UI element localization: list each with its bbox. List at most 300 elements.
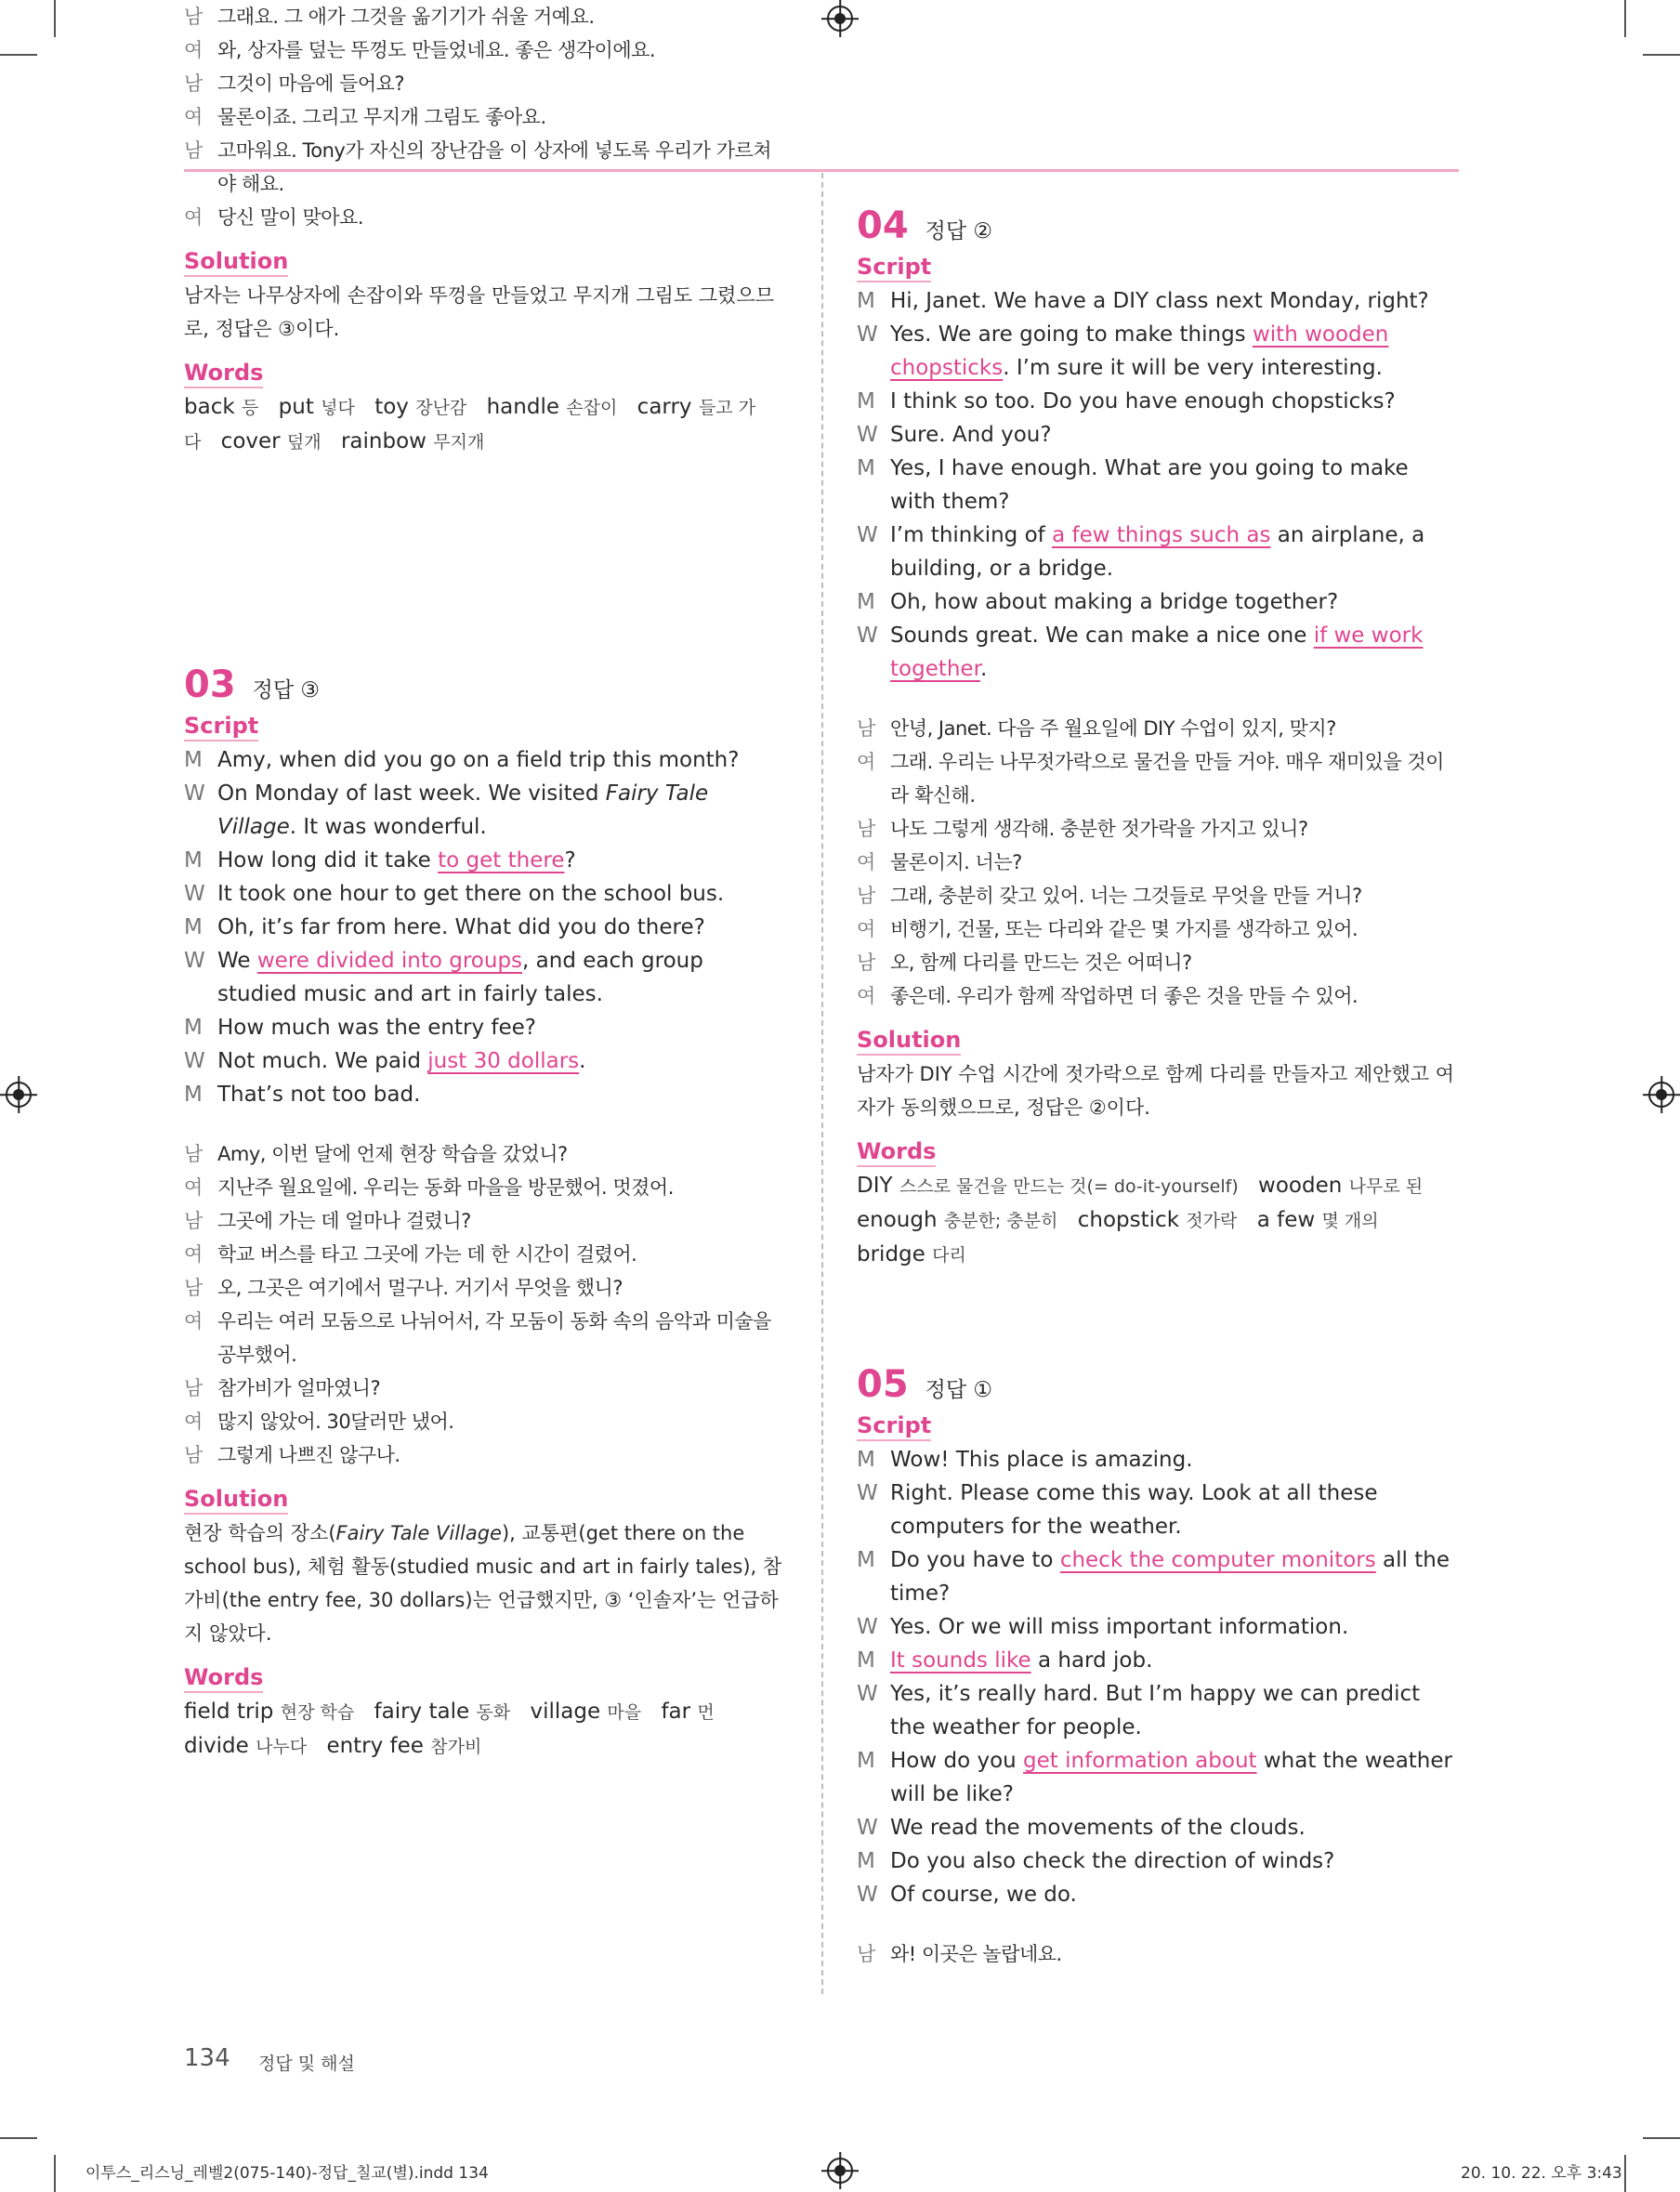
word-english: carry — [637, 395, 699, 419]
text-run: ), 교통편(get there on the school bus), 체험 활동(studied music and art in fairly tales), 참가비(the entry fee, 30 dollars)는 언급했지만, ③ ‘인솔자’는 언급하지 않았다. — [184, 1522, 782, 1645]
speaker-label: 여 — [184, 106, 203, 128]
dialogue-text — [890, 452, 1459, 518]
word-entry — [326, 1734, 481, 1758]
speaker-label: W — [857, 1883, 878, 1907]
registration-mark-icon — [827, 2158, 853, 2184]
speaker-label: 여 — [184, 1243, 203, 1266]
dialogue-line — [857, 1610, 1459, 1644]
speaker-label: M — [857, 389, 875, 413]
word-entry — [857, 1242, 966, 1267]
speaker-label: 남 — [184, 1277, 203, 1299]
dialogue-line — [857, 1644, 1459, 1677]
word-korean: 몇 개의 — [1321, 1211, 1379, 1231]
answer-label: 정답 ② — [925, 219, 993, 243]
column-divider — [821, 173, 823, 1994]
korean-dialogue — [184, 1137, 784, 1472]
dialogue-text: 당신 말이 맞아요. — [217, 206, 364, 229]
word-korean: 참가비 — [430, 1737, 482, 1757]
dialogue-text — [890, 1677, 1459, 1744]
speaker-label: W — [184, 949, 205, 973]
solution-text: 남자는 나무상자에 손잡이와 뚜껑을 만들었고 무지개 그림도 그렸으므로, 정답은 ③이다. — [184, 284, 775, 340]
dialogue-line — [857, 1937, 1459, 1971]
word-entry — [857, 1174, 1239, 1198]
dialogue-line — [857, 712, 1459, 745]
crop-mark — [54, 0, 56, 37]
words-list — [857, 1169, 1459, 1272]
speaker-label: W — [857, 1615, 878, 1639]
question-number: 03 — [184, 663, 236, 706]
dialogue-text: 그래. 우리는 나무젓가락으로 물건을 만들 거야. 매우 재미있을 것이라 확신해. — [890, 751, 1444, 807]
speaker-label: M — [857, 1448, 875, 1472]
dialogue-line — [184, 1271, 784, 1305]
left-top-dialogue — [184, 0, 784, 234]
text-run: 현장 학습의 장소( — [184, 1522, 336, 1544]
dialogue-text — [890, 619, 1459, 686]
italic-text: Fairy Tale Village — [335, 1522, 502, 1544]
speaker-label: M — [857, 1548, 875, 1572]
dialogue-text: 와, 상자를 덮는 뚜껑도 만들었네요. 좋은 생각이에요. — [217, 39, 656, 61]
word-korean: 먼 — [697, 1702, 715, 1723]
speaker-label: 남 — [857, 1943, 875, 1965]
dialogue-line — [857, 318, 1459, 385]
word-english: wooden — [1258, 1174, 1349, 1198]
dialogue-line — [184, 743, 784, 777]
speaker-label: 남 — [184, 1143, 203, 1165]
dialogue-text — [890, 1811, 1459, 1844]
speaker-label: W — [184, 882, 205, 906]
answer-label: 정답 ① — [925, 1378, 993, 1402]
text-run: How do you — [890, 1749, 1024, 1773]
question-header — [857, 1361, 1459, 1408]
text-run: , and each group studied music and art in fairly tales. — [217, 949, 703, 1006]
dialogue-text — [217, 944, 784, 1011]
dialogue-text: 물론이지. 너는? — [890, 851, 1022, 873]
solution-text: 남자가 DIY 수업 시간에 젓가락으로 함께 다리를 만들자고 제안했고 여자가 동의했으므로, 정답은 ②이다. — [857, 1063, 1454, 1119]
speaker-label: M — [857, 590, 875, 614]
text-run: Sure. And you? — [890, 423, 1052, 447]
dialogue-line — [857, 385, 1459, 418]
text-run: . It was wonderful. — [289, 815, 487, 839]
speaker-label: 여 — [857, 985, 875, 1007]
dialogue-text — [890, 284, 1459, 318]
dialogue-text — [890, 385, 1459, 418]
dialogue-line — [857, 912, 1459, 946]
dialogue-line — [184, 911, 784, 944]
word-korean: 등 — [241, 398, 259, 418]
speaker-label: W — [184, 1049, 205, 1073]
dialogue-text: 지난주 월요일에. 우리는 동화 마을을 방문했어. 멋졌어. — [217, 1176, 674, 1199]
dialogue-line — [184, 1372, 784, 1405]
word-english: divide — [184, 1734, 256, 1758]
speaker-label: 남 — [184, 6, 203, 28]
dialogue-line — [857, 946, 1459, 979]
dialogue-line — [184, 201, 784, 234]
text-run: Not much. We paid — [217, 1049, 428, 1073]
dialogue-line — [184, 1011, 784, 1044]
word-korean: 충분한; 충분히 — [943, 1211, 1058, 1231]
registration-mark-icon — [1648, 1082, 1674, 1108]
crop-mark — [1643, 54, 1680, 56]
dialogue-text — [217, 1078, 784, 1111]
text-run: Yes. Or we will miss important information. — [890, 1615, 1349, 1639]
word-entry — [221, 429, 322, 453]
dialogue-text — [217, 1011, 784, 1044]
dialogue-line — [184, 67, 784, 100]
dialogue-text: 물론이죠. 그리고 무지개 그림도 좋아요. — [217, 106, 546, 128]
text-run: We read the movements of the clouds. — [890, 1816, 1306, 1840]
dialogue-line — [184, 944, 784, 1011]
speaker-label: W — [857, 1682, 878, 1706]
word-korean: 들고 가다 — [184, 398, 755, 453]
word-english: rainbow — [340, 429, 434, 453]
dialogue-text: 안녕, Janet. 다음 주 월요일에 DIY 수업이 있지, 맞지? — [890, 717, 1336, 740]
dialogue-text: 학교 버스를 타고 그곳에 가는 데 한 시간이 걸렸어. — [217, 1243, 637, 1266]
word-english: cover — [220, 429, 287, 453]
dialogue-text: 와! 이곳은 놀랍네요. — [890, 1943, 1062, 1965]
speaker-label: W — [857, 1816, 878, 1840]
dialogue-line — [857, 1844, 1459, 1878]
dialogue-line — [857, 418, 1459, 452]
dialogue-line — [857, 518, 1459, 585]
dialogue-line — [184, 100, 784, 134]
word-entry — [374, 1700, 511, 1724]
dialogue-text: 오, 함께 다리를 만드는 것은 어떠니? — [890, 952, 1192, 974]
question-number: 05 — [857, 1363, 909, 1406]
solution-text — [184, 1516, 784, 1650]
dialogue-text: 오, 그곳은 여기에서 멀구나. 거기서 무엇을 했니? — [217, 1277, 623, 1299]
blank-answer: just 30 dollars — [427, 1049, 580, 1073]
blank-answer: were divided into groups — [256, 949, 523, 973]
text-run: Yes, I have enough. What are you going to make with them? — [890, 456, 1409, 514]
word-english: handle — [486, 395, 567, 419]
speaker-label: 남 — [184, 1210, 203, 1232]
registration-mark-icon — [6, 1082, 32, 1108]
dialogue-text — [217, 1044, 784, 1078]
blank-answer: get information about — [1023, 1749, 1257, 1773]
text-run: That’s not too bad. — [217, 1083, 421, 1107]
dialogue-line — [184, 777, 784, 844]
dialogue-text — [890, 1610, 1459, 1644]
speaker-label: W — [857, 1481, 878, 1505]
dialogue-text: 그래요. 그 애가 그것을 옮기기가 쉬울 거예요. — [217, 6, 595, 28]
registration-mark-icon — [827, 6, 853, 32]
script-dialogue — [184, 743, 784, 1111]
dialogue-line — [857, 619, 1459, 686]
text-run: Do you also check the direction of winds? — [890, 1849, 1335, 1873]
blank-answer: a few things such as — [1052, 523, 1271, 547]
dialogue-line — [857, 1543, 1459, 1610]
dialogue-line — [857, 1477, 1459, 1543]
dialogue-text: 좋은데. 우리가 함께 작업하면 더 좋은 것을 만들 수 있어. — [890, 985, 1358, 1007]
text-run: Yes, it’s really hard. But I’m happy we can predict the weather for people. — [890, 1682, 1421, 1739]
korean-dialogue — [857, 712, 1459, 1013]
page-number: 134 — [184, 2044, 230, 2072]
word-english: village — [530, 1700, 608, 1724]
dialogue-line — [857, 284, 1459, 318]
text-run: what the weather will be like? — [890, 1749, 1452, 1806]
speaker-label: 여 — [184, 1176, 203, 1199]
dialogue-line — [857, 745, 1459, 812]
words-list — [184, 1695, 784, 1764]
text-run: Wow! This place is amazing. — [890, 1448, 1193, 1472]
speaker-label: W — [184, 781, 205, 806]
words-label: Words — [184, 359, 263, 388]
word-entry — [1258, 1174, 1423, 1198]
speaker-label: 남 — [857, 952, 875, 974]
word-korean: 동화 — [476, 1702, 511, 1723]
dialogue-text: 그것이 마음에 들어요? — [217, 72, 405, 95]
text-run: It took one hour to get there on the school bus. — [217, 882, 725, 906]
text-run: We — [217, 949, 257, 973]
word-entry — [184, 1734, 307, 1758]
text-run: an airplane, a building, or a bridge. — [890, 523, 1425, 581]
speaker-label: M — [184, 1083, 203, 1107]
dialogue-line — [184, 1238, 784, 1271]
text-run: a hard job. — [1030, 1648, 1153, 1673]
word-english: far — [661, 1700, 698, 1724]
word-english: bridge — [857, 1242, 933, 1267]
dialogue-line — [857, 1677, 1459, 1744]
word-entry — [530, 1700, 641, 1724]
speaker-label: 여 — [184, 1411, 203, 1433]
dialogue-line — [857, 1744, 1459, 1811]
dialogue-line — [184, 1137, 784, 1171]
dialogue-text — [890, 318, 1459, 385]
speaker-label: W — [857, 322, 878, 347]
dialogue-line — [184, 1078, 784, 1111]
speaker-label: 남 — [184, 1444, 203, 1466]
text-run: Amy, when did you go on a field trip this month? — [217, 748, 740, 772]
word-english: DIY — [857, 1174, 899, 1198]
dialogue-text — [890, 1744, 1459, 1811]
word-english: entry fee — [326, 1734, 431, 1758]
crop-mark — [1624, 2155, 1626, 2192]
dialogue-text: 참가비가 얼마였니? — [217, 1377, 381, 1399]
blank-answer: check the computer monitors — [1059, 1548, 1376, 1572]
text-run: Do you have to — [890, 1548, 1060, 1572]
script-label: Script — [857, 1411, 931, 1441]
dialogue-line — [184, 1438, 784, 1472]
dialogue-text — [890, 1443, 1459, 1477]
word-entry — [487, 395, 618, 419]
text-run: . I’m sure it will be very interesting. — [1003, 356, 1383, 380]
dialogue-text: 그래, 충분히 갖고 있어. 너는 그것들로 무엇을 만들 거니? — [890, 885, 1362, 907]
text-run: How much was the entry fee? — [217, 1016, 536, 1040]
dialogue-line — [184, 1044, 784, 1078]
blank-answer: It sounds like — [890, 1648, 1031, 1673]
speaker-label: 남 — [184, 1377, 203, 1399]
speaker-label: 남 — [857, 885, 875, 907]
text-run: How long did it take — [217, 848, 439, 873]
speaker-label: M — [184, 915, 203, 939]
crop-mark — [1624, 0, 1626, 37]
left-column — [184, 0, 784, 1764]
text-run: Hi, Janet. We have a DIY class next Monday, right? — [890, 289, 1429, 313]
speaker-label: W — [857, 423, 878, 447]
dialogue-text: 그렇게 나쁘진 않구나. — [217, 1444, 400, 1466]
dialogue-text — [217, 844, 784, 877]
speaker-label: M — [857, 289, 875, 313]
word-english: fairy tale — [374, 1700, 477, 1724]
text-run: On Monday of last week. We visited — [217, 781, 606, 806]
speaker-label: M — [857, 456, 875, 480]
solution-label: Solution — [184, 1485, 288, 1515]
word-entry — [374, 395, 466, 419]
word-english: back — [184, 395, 242, 419]
blank-answer: to get there — [438, 848, 565, 873]
word-entry — [1257, 1208, 1379, 1232]
dialogue-line — [184, 844, 784, 877]
word-korean: 현장 학습 — [280, 1702, 355, 1723]
dialogue-text — [890, 585, 1459, 619]
dialogue-text — [890, 1477, 1459, 1543]
speaker-label: W — [857, 623, 878, 648]
text-run: Oh, how about making a bridge together? — [890, 590, 1339, 614]
word-korean: 나무로 된 — [1348, 1176, 1424, 1197]
korean-dialogue — [857, 1937, 1459, 1971]
dialogue-line — [184, 1171, 784, 1204]
speaker-label: 남 — [857, 717, 875, 740]
text-run: Of course, we do. — [890, 1883, 1077, 1907]
speaker-label: 남 — [184, 139, 203, 162]
speaker-label: 여 — [184, 1310, 203, 1332]
dialogue-line — [857, 1878, 1459, 1911]
word-korean: 나누다 — [256, 1737, 308, 1757]
dialogue-text: 고마워요. Tony가 자신의 장난감을 이 상자에 넣도록 우리가 가르쳐 야 해요. — [217, 139, 772, 195]
dialogue-line — [857, 1443, 1459, 1477]
dialogue-text — [890, 418, 1459, 452]
word-korean: 손잡이 — [566, 398, 618, 418]
dialogue-text — [890, 518, 1459, 585]
speaker-label: M — [857, 1648, 875, 1673]
dialogue-line — [184, 33, 784, 67]
text-run: ? — [564, 848, 576, 873]
text-run: Yes. We are going to make things — [890, 322, 1253, 347]
script-label: Script — [184, 712, 258, 742]
dialogue-line — [857, 879, 1459, 912]
dialogue-text: 비행기, 건물, 또는 다리와 같은 몇 가지를 생각하고 있어. — [890, 918, 1358, 940]
question-header — [857, 203, 1459, 249]
dialogue-line — [184, 877, 784, 911]
dialogue-line — [857, 452, 1459, 518]
word-english: a few — [1256, 1208, 1322, 1232]
speaker-label: M — [857, 1849, 875, 1873]
words-label: Words — [184, 1663, 263, 1693]
blank-answer: if we work together — [890, 623, 1424, 681]
text-run: Right. Please come this way. Look at all these computers for the weather. — [890, 1481, 1378, 1539]
crop-mark — [0, 54, 37, 56]
word-english: put — [278, 395, 322, 419]
speaker-label: M — [184, 848, 203, 873]
script-dialogue — [857, 284, 1459, 686]
crop-mark — [1643, 2137, 1680, 2139]
words-label: Words — [857, 1137, 936, 1167]
word-english: chopstick — [1077, 1208, 1187, 1232]
dialogue-line — [184, 1305, 784, 1372]
dialogue-text — [890, 1543, 1459, 1610]
right-column — [857, 203, 1459, 1971]
question-header — [184, 662, 784, 708]
text-run: Sounds great. We can make a nice one — [890, 623, 1314, 648]
dialogue-line — [857, 585, 1459, 619]
speaker-label: M — [857, 1749, 875, 1773]
script-dialogue — [857, 1443, 1459, 1911]
text-run: . — [979, 657, 988, 681]
word-entry — [184, 1700, 354, 1724]
word-entry — [661, 1700, 714, 1724]
speaker-label: 남 — [184, 72, 203, 95]
dialogue-text — [890, 1844, 1459, 1878]
speaker-label: 여 — [857, 851, 875, 873]
dialogue-line — [857, 812, 1459, 846]
text-run: Oh, it’s far from here. What did you do there? — [217, 915, 705, 939]
speaker-label: 여 — [857, 918, 875, 940]
print-slug-timestamp: 20. 10. 22. 오후 3:43 — [1461, 2164, 1622, 2183]
dialogue-text: Amy, 이번 달에 언제 현장 학습을 갔었니? — [217, 1143, 568, 1165]
solution-label: Solution — [857, 1026, 961, 1056]
dialogue-text — [217, 743, 784, 777]
italic-text: Fairy Tale Village — [217, 781, 709, 839]
dialogue-line — [184, 0, 784, 33]
dialogue-text — [217, 911, 784, 944]
word-korean: 덮개 — [286, 432, 322, 453]
speaker-label: 남 — [857, 818, 875, 840]
dialogue-text: 많지 않았어. 30달러만 냈어. — [217, 1411, 454, 1433]
dialogue-line — [857, 846, 1459, 879]
blank-answer: with wooden chopsticks — [890, 322, 1389, 380]
speaker-label: M — [184, 1016, 203, 1040]
text-run: I’m thinking of — [890, 523, 1053, 547]
word-entry — [857, 1208, 1057, 1232]
dialogue-text — [890, 1644, 1459, 1677]
speaker-label: M — [184, 748, 203, 772]
dialogue-text — [217, 777, 784, 844]
word-english: toy — [374, 395, 416, 419]
text-run: . — [579, 1049, 586, 1073]
word-korean: 장난감 — [415, 398, 467, 418]
dialogue-line — [857, 979, 1459, 1013]
word-korean: 넣다 — [321, 398, 355, 418]
speaker-label: 여 — [184, 39, 203, 61]
answer-label: 정답 ③ — [252, 678, 321, 702]
dialogue-line — [184, 1204, 784, 1238]
word-korean: 젓가락 — [1186, 1211, 1238, 1231]
footer-title: 정답 및 해설 — [258, 2054, 355, 2074]
word-korean: 다리 — [932, 1245, 966, 1266]
speaker-label: W — [857, 523, 878, 547]
speaker-label: 여 — [184, 206, 203, 229]
word-entry — [279, 395, 355, 419]
dialogue-text — [217, 877, 784, 911]
solution-label: Solution — [184, 247, 288, 277]
word-entry — [1078, 1208, 1238, 1232]
print-slug-filename: 이투스_리스닝_레벨2(075-140)-정답_칠교(별).indd 134 — [85, 2164, 489, 2183]
dialogue-text — [890, 1878, 1459, 1911]
dialogue-text: 우리는 여러 모둠으로 나뉘어서, 각 모둠이 동화 속의 음악과 미술을 공부했어. — [217, 1310, 771, 1366]
word-english: field trip — [184, 1700, 281, 1724]
dialogue-line — [857, 1811, 1459, 1844]
question-number: 04 — [857, 204, 909, 247]
word-entry — [341, 429, 484, 453]
dialogue-text: 나도 그렇게 생각해. 충분한 젓가락을 가지고 있니? — [890, 818, 1308, 840]
words-list — [184, 390, 784, 459]
word-korean: 마을 — [607, 1702, 642, 1723]
word-english: enough — [857, 1208, 944, 1232]
crop-mark — [0, 2137, 37, 2139]
dialogue-text: 그곳에 가는 데 얼마나 걸렸니? — [217, 1210, 471, 1232]
speaker-label: 여 — [857, 751, 875, 773]
crop-mark — [54, 2155, 56, 2192]
